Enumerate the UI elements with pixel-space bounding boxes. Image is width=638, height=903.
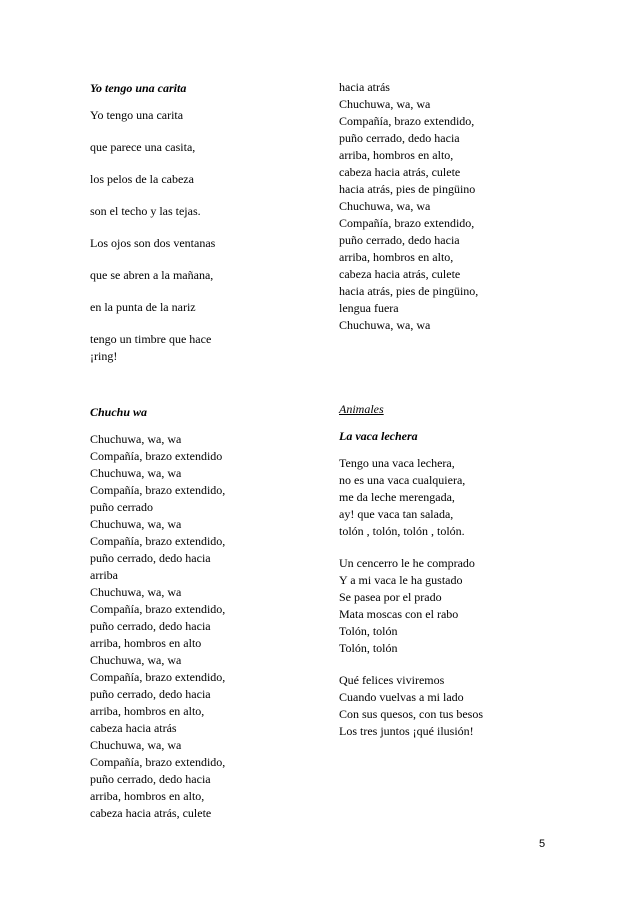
poem-line: Compañía, brazo extendido,: [90, 483, 226, 497]
poem-line: Y a mi vaca le ha gustado: [339, 573, 463, 587]
poem-line: Un cencerro le he comprado: [339, 556, 475, 570]
poem-line: Chuchuwa, wa, wa: [90, 585, 182, 599]
poem-line: en la punta de la nariz: [90, 300, 196, 314]
poem-line: Compañía, brazo extendido,: [339, 114, 475, 128]
poem-continuation-chuchu-wa: [339, 79, 559, 334]
poem-line: arriba: [90, 568, 118, 582]
poem-line: los pelos de la cabeza: [90, 172, 194, 186]
right-column: [339, 79, 559, 740]
poem-line: arriba, hombros en alto,: [90, 704, 205, 718]
poem-title-carita: Yo tengo una carita: [90, 81, 187, 95]
poem-line: Mata moscas con el rabo: [339, 607, 459, 621]
poem-line: Con sus quesos, con tus besos: [339, 707, 484, 721]
poem-line: no es una vaca cualquiera,: [339, 473, 466, 487]
poem-body-chuchu-wa: [90, 431, 310, 822]
poem-line: puño cerrado, dedo hacia: [90, 772, 211, 786]
stanza: [339, 555, 559, 657]
poem-line: que parece una casita,: [90, 140, 196, 154]
page-number: 5: [539, 838, 546, 850]
poem-line: Tengo una vaca lechera,: [339, 456, 455, 470]
poem-line: ay! que vaca tan salada,: [339, 507, 454, 521]
poem-line: Compañía, brazo extendido,: [90, 534, 226, 548]
poem-line: hacia atrás, pies de pingüino: [339, 182, 476, 196]
poem-line: puño cerrado, dedo hacia: [339, 233, 460, 247]
poem-line: puño cerrado, dedo hacia: [90, 687, 211, 701]
section-heading-animales: Animales: [339, 402, 384, 416]
poem-line: puño cerrado: [90, 500, 153, 514]
poem-line: lengua fuera: [339, 301, 399, 315]
poem-line: Chuchuwa, wa, wa: [90, 466, 182, 480]
poem-line: puño cerrado, dedo hacia: [90, 551, 211, 565]
poem-line: cabeza hacia atrás, culete: [339, 267, 461, 281]
poem-title-vaca-lechera: La vaca lechera: [339, 429, 418, 443]
poem-line: Compañía, brazo extendido,: [90, 602, 226, 616]
poem-line: arriba, hombros en alto,: [339, 148, 454, 162]
poem-line: Los tres juntos ¡qué ilusión!: [339, 724, 474, 738]
stanza: [339, 455, 559, 540]
poem-line: Chuchuwa, wa, wa: [339, 97, 431, 111]
poem-line: cabeza hacia atrás: [90, 721, 177, 735]
left-column: [90, 80, 310, 822]
poem-line: hacia atrás, pies de pingüino,: [339, 284, 479, 298]
poem-line: me da leche merengada,: [339, 490, 455, 504]
poem-line: Qué felices viviremos: [339, 673, 445, 687]
poem-line: puño cerrado, dedo hacia: [90, 619, 211, 633]
poem-line: Compañía, brazo extendido: [90, 449, 223, 463]
poem-line: arriba, hombros en alto,: [90, 789, 205, 803]
poem-line: Cuando vuelvas a mi lado: [339, 690, 464, 704]
poem-line: Chuchuwa, wa, wa: [90, 653, 182, 667]
poem-line: son el techo y las tejas.: [90, 204, 201, 218]
poem-line: tengo un timbre que hace: [90, 332, 212, 346]
poem-line: Tolón, tolón: [339, 624, 398, 638]
poem-line: Compañía, brazo extendido,: [90, 670, 226, 684]
poem-line: Compañía, brazo extendido,: [339, 216, 475, 230]
poem-title-chuchu-wa: Chuchu wa: [90, 405, 148, 419]
poem-line: arriba, hombros en alto,: [339, 250, 454, 264]
poem-line: Chuchuwa, wa, wa: [90, 432, 182, 446]
poem-line: hacia atrás: [339, 80, 390, 94]
poem-line: Los ojos son dos ventanas: [90, 236, 216, 250]
poem-line: puño cerrado, dedo hacia: [339, 131, 460, 145]
poem-line: Chuchuwa, wa, wa: [339, 199, 431, 213]
poem-line: ¡ring!: [90, 349, 118, 363]
poem-line: Se pasea por el prado: [339, 590, 442, 604]
poem-line: Chuchuwa, wa, wa: [339, 318, 431, 332]
poem-line: tolón , tolón, tolón , tolón.: [339, 524, 465, 538]
poem-line: Chuchuwa, wa, wa: [90, 517, 182, 531]
poem-line: Yo tengo una carita: [90, 108, 184, 122]
poem-line: arriba, hombros en alto: [90, 636, 202, 650]
poem-line: Compañía, brazo extendido,: [90, 755, 226, 769]
poem-line: Chuchuwa, wa, wa: [90, 738, 182, 752]
poem-line: cabeza hacia atrás, culete: [90, 806, 212, 820]
poem-line: Tolón, tolón: [339, 641, 398, 655]
stanza: [339, 672, 559, 740]
poem-line: cabeza hacia atrás, culete: [339, 165, 461, 179]
poem-line: que se abren a la mañana,: [90, 268, 214, 282]
